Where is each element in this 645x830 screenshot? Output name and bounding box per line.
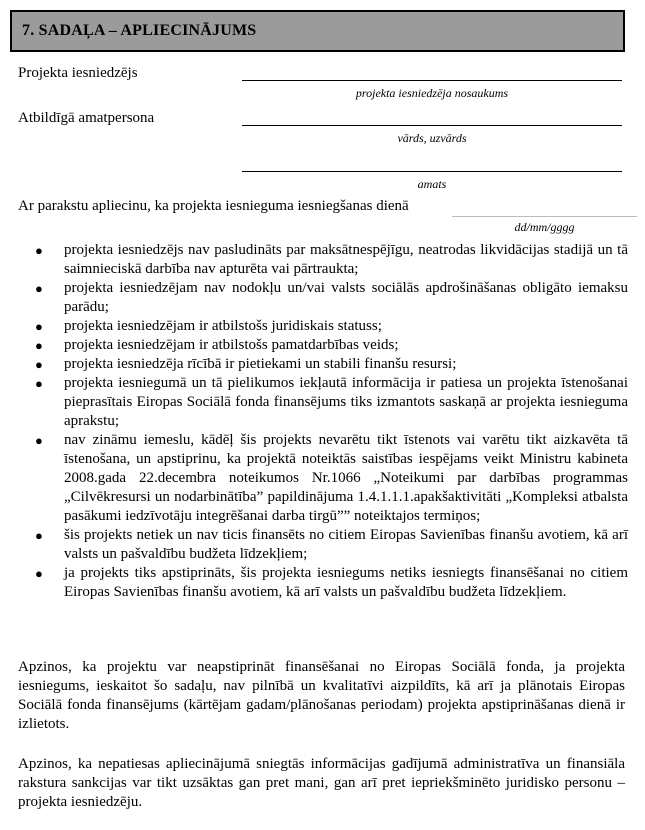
paragraph-funding: Apzinos, ka projektu var neapstiprināt finansēšanai no Eiropas Sociālā fonda, ja projekta iesniegums, ieskaitot šo sadaļu, nav pilnībā un kvalitatīvi aizpildīts, kā arī ja plānotais Eiropas Sociālā fonda finansējums (kārtējam gadam/plānošanas periodam) projekta apstiprināšanas dienā ir izlietots.	[18, 659, 625, 732]
applicant-caption: projekta iesniedzēja nosaukums	[355, 86, 509, 100]
list-item: ● projekta iesniedzējam ir atbilstošs pamatdarbības veids;	[35, 337, 399, 353]
paragraph-sanctions: Apzinos, ka nepatiesas apliecinājumā sniegtās informācijas gadījumā administratīva un finansiāla rakstura sankcijas var tikt uzsāktas gan pret mani, gan arī pret iepriekšminēto juridisko personu – projekta iesniedzēju.	[18, 756, 625, 810]
bullet-icon: ●	[35, 376, 43, 391]
applicant-label: Projekta iesniedzējs	[18, 65, 138, 81]
section-header	[10, 10, 625, 52]
list-item: ● projekta iesniedzējam nav nodokļu un/vai valsts sociālās apdrošināšanas obligāto iemaksu parādu;	[35, 280, 628, 315]
bullet-icon: ●	[35, 281, 43, 296]
list-item: ● projekta iesniegumā un tā pielikumos iekļautā informācija ir patiesa un projekta īstenošanai pieprasītais Eiropas Sociālā fonda finansējums tiks izmantots saskaņā ar projekta iesnieguma aprakstu;	[35, 375, 628, 429]
list-item: ● šis projekts netiek un nav ticis finansēts no citiem Eiropas Savienības finanšu avotiem, kā arī valsts un pašvaldību budžeta līdzekļiem;	[35, 527, 628, 562]
list-item: ● nav zināmu iemeslu, kādēļ šis projekts nevarētu tikt īstenots vai varētu tikt aizkavēta tā īstenošana, un apstiprinu, ka projektā noteiktās saistības iespējams veikt Ministru kabineta 2008.gada 22.decembra noteikumos Nr.1066 „Noteikumi par darbības programmas „Cilvēkresursi un nodarbinātība” papildinājuma 1.4.1.1.1.apakšaktivitāti „Kompleksi atbalsta pasākumi iedzīvotāju integrēšanai darba tirgū”” noteiktajos termiņos;	[35, 432, 628, 524]
official-label: Atbildīgā amatpersona	[18, 110, 155, 126]
list-item: ● ja projekts tiks apstiprināts, šis projekta iesniegums netiks iesniegts finansēšanai no citiem Eiropas Savienības finanšu avotiem, kā arī valsts un pašvaldību budžeta līdzekļiem.	[35, 565, 628, 600]
date-caption: dd/mm/gggg	[514, 220, 575, 234]
bullet-icon: ●	[35, 433, 43, 448]
official-caption: vārds, uzvārds	[397, 131, 467, 145]
bullet-icon: ●	[35, 566, 43, 581]
list-item: ● projekta iesniedzējam ir atbilstošs juridiskais statuss;	[35, 318, 382, 334]
declaration-list	[18, 241, 628, 602]
list-item: ● projekta iesniedzēja rīcībā ir pietiekami un stabili finanšu resursi;	[35, 356, 457, 372]
bullet-icon: ●	[35, 243, 43, 258]
position-line[interactable]	[242, 171, 622, 172]
bullet-icon: ●	[35, 338, 43, 353]
position-caption: amats	[417, 177, 447, 191]
section-title: 7. SADAĻA – APLIECINĀJUMS	[22, 22, 257, 39]
bullet-icon: ●	[35, 357, 43, 372]
date-line[interactable]	[452, 216, 637, 217]
official-name-line[interactable]	[242, 125, 622, 126]
bullet-icon: ●	[35, 319, 43, 334]
applicant-signature-line[interactable]	[242, 80, 622, 81]
list-item: ● projekta iesniedzējs nav pasludināts par maksātnespējīgu, neatrodas likvidācijas stadijā un tā saimnieciskā darbība nav apturēta vai pārtraukta;	[35, 242, 628, 277]
bullet-icon: ●	[35, 528, 43, 543]
date-intro: Ar parakstu apliecinu, ka projekta iesnieguma iesniegšanas dienā	[18, 198, 409, 214]
